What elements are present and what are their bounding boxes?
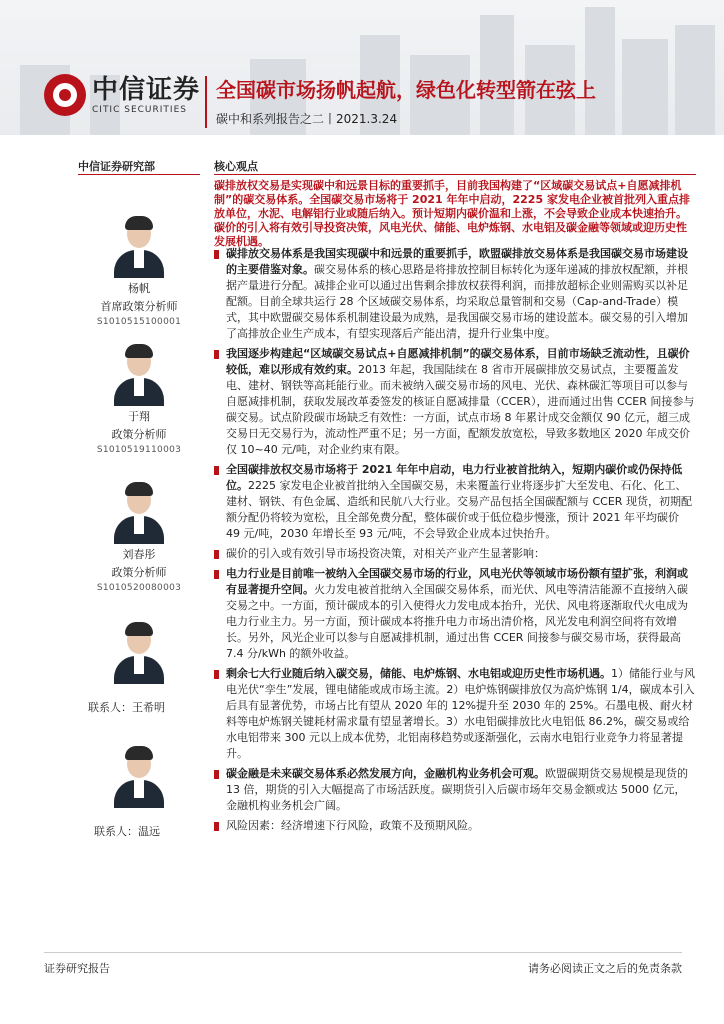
analyst-photo xyxy=(110,342,168,406)
key-point-lead: 碳金融是未来碳交易体系必然发展方向，金融机构业务机会可观。 xyxy=(226,767,545,780)
contact-photo xyxy=(110,620,168,684)
contact-name: 联系人：温远 xyxy=(94,825,160,838)
building-shape xyxy=(585,7,615,135)
key-point xyxy=(214,818,696,834)
company-logo xyxy=(44,74,200,116)
key-point xyxy=(214,246,696,342)
key-point-text: 火力发电被首批纳入全国碳交易体系，而光伏、风电等清洁能源不直接纳入碳交易之中。一方面，预计碳成本的引入使得火力发电成本抬升，光伏、风电将逐渐取代火电成为电力行业主力。另一方面，预计碳成本将推升电力市场出清价格，风光发电利润空间将有效增长。另外，风光企业可以参与自愿减排机制，通过出售 CCER 间接参与碳交易市场，获得最高 7.4 分/kWh 的额外收益。 xyxy=(226,583,688,660)
logo-icon xyxy=(44,74,86,116)
key-point xyxy=(214,666,696,762)
section-rule xyxy=(78,174,200,175)
building-shape xyxy=(622,39,668,135)
analyst-role: 政策分析师 xyxy=(111,428,167,441)
analyst-role: 政策分析师 xyxy=(111,566,167,579)
key-point xyxy=(214,566,696,662)
contact-name: 联系人：王希明 xyxy=(88,701,165,714)
logo-name-en: CITIC SECURITIES xyxy=(92,105,187,115)
analyst-license: S1010515100001 xyxy=(96,317,182,327)
analyst-role: 首席政策分析师 xyxy=(100,300,178,313)
analyst-license: S1010520080003 xyxy=(96,583,182,593)
core-summary: 碳排放权交易是实现碳中和远景目标的重要抓手，目前我国构建了“区域碳交易试点+自愿减排机制”的碳交易体系。全国碳交易市场将于 2021 年年中启动，2225 家发电企业被首批列入重点排放单位，水泥、电解铝行业或随后纳入。预计短期内碳价温和上涨，不会导致企业成本快速抬升。碳价的引入将有效引导投资决策，风电光伏、储能、电炉炼钢、水电铝及碳金融等领域或迎历史性发展机遇。 xyxy=(214,179,690,248)
key-point-lead: 电力行业是目前唯一被纳入全国碳交易市场的行业，风电光伏等领域市场份额有望扩张，利润或有显著提升空间。 xyxy=(226,567,688,596)
key-point xyxy=(214,766,696,814)
section-rule xyxy=(214,174,696,175)
report-subtitle: 碳中和系列报告之二丨2021.3.24 xyxy=(216,112,398,126)
footer-disclaimer: 请务必阅读正文之后的免责条款 xyxy=(528,962,682,975)
analyst-name: 于翔 xyxy=(128,410,150,423)
building-shape xyxy=(675,25,715,135)
key-points-list xyxy=(214,246,696,838)
logo-name-cn: 中信证券 xyxy=(92,75,201,105)
research-dept-heading: 中信证券研究部 xyxy=(78,160,155,173)
key-point-text: 碳交易体系的核心思路是将排放控制目标转化为逐年递减的排放权配额，并根据产量进行分配。减排企业可以通过出售剩余排放权获得利润，而排放超标企业则需购买以补足配额。目前全球共运行 28 个区域碳交易体系，均采取总量管制和交易（Cap-and-Trade）模式，其中欧盟碳交易体系机制建设最为成熟，是我国碳交易市场的建设蓝本。碳交易的引入增加了高排放企业生产成本，有望实现落后产能出清，提升行业集中度。 xyxy=(226,263,688,340)
analyst-name: 杨帆 xyxy=(128,282,150,295)
key-point xyxy=(214,346,696,458)
footer-label: 证券研究报告 xyxy=(44,962,110,975)
key-point-text: 欧盟碳期货交易规模是现货的 13 倍，期货的引入大幅提高了市场活跃度。碳期货引入后碳市场年交易金额或达 5000 亿元，金融机构业务机会广阔。 xyxy=(226,767,688,812)
key-point-lead: 我国逐步构建起“区域碳交易试点+自愿减排机制”的碳交易体系，目前市场缺乏流动性，且碳价较低，难以形成有效约束。 xyxy=(226,347,690,376)
key-point-text: 碳价的引入或有效引导市场投资决策，对相关产业产生显著影响： xyxy=(226,547,545,560)
key-point-lead: 全国碳排放权交易市场将于 2021 年年中启动，电力行业被首批纳入，短期内碳价或仍保持低位。 xyxy=(226,463,683,492)
header-divider xyxy=(205,76,207,128)
key-point-text: 2013 年起，我国陆续在 8 省市开展碳排放交易试点，主要覆盖发电、建材、钢铁等高耗能行业。而未被纳入碳交易市场的风电、光伏、森林碳汇等项目可以参与自愿减排机制，获取发展改革委签发的核证自愿减排量（CCER），进而通过出售 CCER 间接参与碳交易。试点阶段碳市场缺乏有效性：一方面，试点市场 8 年累计成交金额仅 90 亿元，超三成交易日无交易行为，流动性严重不足；另一方面，配额发放宽松，导致多数地区 2020 年成交价仅 10~40 元/吨，对企业约束有限。 xyxy=(226,363,695,456)
analyst-card xyxy=(78,480,200,593)
analyst-photo xyxy=(110,214,168,278)
core-views-heading: 核心观点 xyxy=(214,160,258,173)
key-point-lead: 剩余七大行业随后纳入碳交易，储能、电炉炼钢、水电铝或迎历史性市场机遇。 xyxy=(226,667,611,680)
analyst-card xyxy=(78,214,200,327)
contact-photo xyxy=(110,744,168,808)
key-point-text: 1）储能行业与风电光伏“孪生”发展，锂电储能或成市场主流。2）电炉炼钢碳排放仅为高炉炼钢 1/4，碳成本引入后具有显著优势，市场占比有望从 2020 年的 12%提升至 2030 年的 25%。石墨电极、耐火材料等电炉炼钢关键耗材需求量有望显著增长。3）水电铝碳排放比火电铝低 86.2%，碳交易或给水电铝带来 300 元以上成本优势，北铝南移趋势或逐渐强化，云南水电铝行业竞争力将显著提升。 xyxy=(226,667,695,760)
key-point xyxy=(214,462,696,542)
analyst-photo xyxy=(110,480,168,544)
footer-rule xyxy=(44,952,682,953)
analyst-name: 刘春彤 xyxy=(122,548,156,561)
key-point-lead: 碳排放交易体系是我国实现碳中和远景的重要抓手，欧盟碳排放交易体系是我国碳交易市场建设的主要借鉴对象。 xyxy=(226,247,688,276)
key-point xyxy=(214,546,696,562)
report-title: 全国碳市场扬帆起航，绿色化转型箭在弦上 xyxy=(216,78,596,102)
analyst-card xyxy=(78,342,200,455)
key-point-text: 风险因素：经济增速下行风险，政策不及预期风险。 xyxy=(226,819,479,832)
analyst-license: S1010519110003 xyxy=(96,445,182,455)
key-point-text: 2225 家发电企业被首批纳入全国碳交易，未来覆盖行业将逐步扩大至发电、石化、化工、建材、钢铁、有色金属、造纸和民航八大行业。交易产品包括全国碳配额与 CCER 现货，初期配额分配仍将较为宽松，且全部免费分配，整体碳价或于低位稳步慢涨，预计 2021 年平均碳价 49 元/吨，2030 年增长至 93 元/吨，不会导致企业成本过快抬升。 xyxy=(226,479,692,540)
